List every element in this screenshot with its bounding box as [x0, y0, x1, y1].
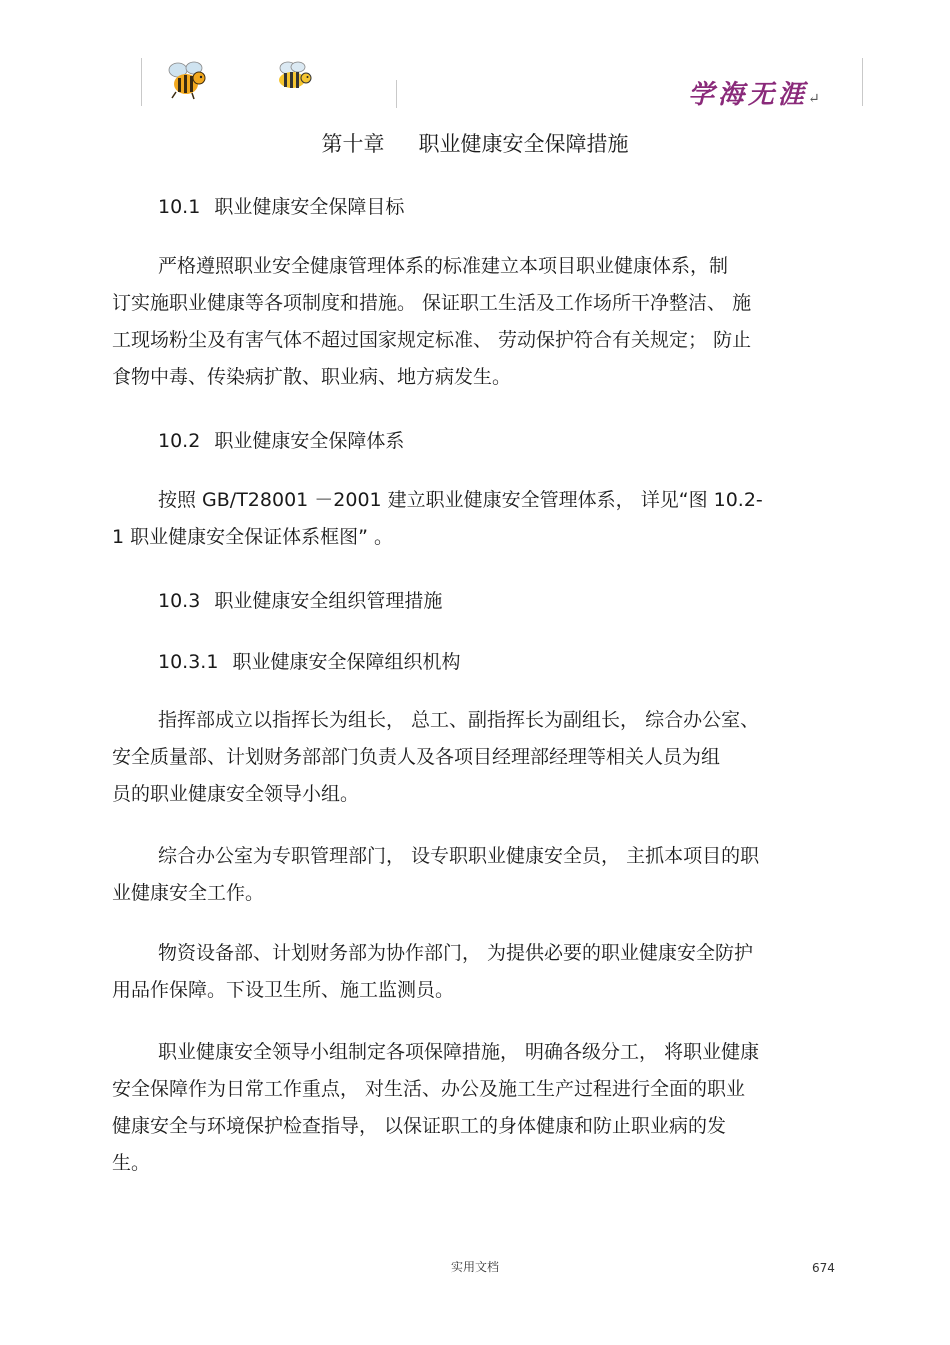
section-title: 职业健康安全组织管理措施	[214, 590, 443, 612]
paragraph-line: 安全质量部、计划财务部部门负责人及各项目经理部经理等相关人员为组	[112, 746, 721, 768]
section-number: 10.3.1	[158, 651, 219, 673]
section-title: 职业健康安全保障目标	[214, 196, 405, 218]
section-title: 职业健康安全保障组织机构	[232, 651, 461, 673]
paragraph-line: 严格遵照职业安全健康管理体系的标准建立本项目职业健康体系，制	[158, 255, 729, 277]
paragraph-line: 订实施职业健康等各项制度和措施。 保证职工生活及工作场所干净整洁、 施	[112, 292, 752, 314]
bee-icon	[272, 60, 314, 92]
paragraph-line: 用品作保障。下设卫生所、施工监测员。	[112, 979, 455, 1001]
paragraph-line: 综合办公室为专职管理部门， 设专职职业健康安全员， 主抓本项目的职	[158, 845, 760, 867]
paragraph-measures	[112, 1034, 837, 1182]
paragraph-system	[112, 482, 837, 556]
paragraph-cooperation	[112, 935, 837, 1009]
paragraph-line: 职业健康安全领导小组制定各项保障措施， 明确各级分工， 将职业健康	[158, 1041, 760, 1063]
header-divider-left	[141, 58, 142, 106]
bee-icon	[164, 58, 212, 100]
paragraph-line: 工现场粉尘及有害气体不超过国家规定标准、 劳动保护符合有关规定； 防止	[112, 329, 752, 351]
header-divider-right	[862, 58, 863, 106]
section-heading-10-1	[158, 192, 404, 219]
paragraph-line: 1 职业健康安全保证体系框图” 。	[112, 526, 394, 548]
section-number: 10.3	[158, 590, 201, 612]
paragraph-line: 员的职业健康安全领导小组。	[112, 783, 360, 805]
paragraph-line: 指挥部成立以指挥长为组长， 总工、副指挥长为副组长， 综合办公室、	[158, 709, 760, 731]
paragraph-office	[112, 838, 837, 912]
paragraph-line: 业健康安全工作。	[112, 882, 265, 904]
section-heading-10-2	[158, 426, 404, 453]
return-mark: ↵	[808, 91, 820, 107]
section-number: 10.2	[158, 430, 201, 452]
paragraph-line: 健康安全与环境保护检查指导， 以保证职工的身体健康和防止职业病的发	[112, 1115, 727, 1137]
section-title: 职业健康安全保障体系	[214, 430, 405, 452]
chapter-title: 职业健康安全保障措施	[418, 132, 629, 156]
header-motto	[688, 74, 820, 111]
paragraph-goal	[112, 248, 837, 396]
paragraph-line: 按照 GB/T28001 －2001 建立职业健康安全管理体系， 详见“图 10.2-	[158, 489, 763, 511]
section-heading-10-3-1	[158, 647, 460, 674]
header-divider-middle	[396, 80, 397, 108]
chapter-number: 第十章	[321, 132, 385, 156]
paragraph-line: 食物中毒、传染病扩散、职业病、地方病发生。	[112, 366, 512, 388]
paragraph-line: 物资设备部、计划财务部为协作部门， 为提供必要的职业健康安全防护	[158, 942, 754, 964]
motto-text: 学海无涯	[688, 80, 809, 110]
paragraph-organization	[112, 702, 837, 813]
paragraph-line: 安全保障作为日常工作重点， 对生活、办公及施工生产过程进行全面的职业	[112, 1078, 746, 1100]
section-number: 10.1	[158, 196, 201, 218]
page-number: 674	[812, 1261, 835, 1275]
footer-label: 实用文档	[450, 1260, 499, 1274]
page-title	[0, 128, 950, 158]
paragraph-line: 生。	[112, 1152, 151, 1174]
section-heading-10-3	[158, 586, 442, 613]
